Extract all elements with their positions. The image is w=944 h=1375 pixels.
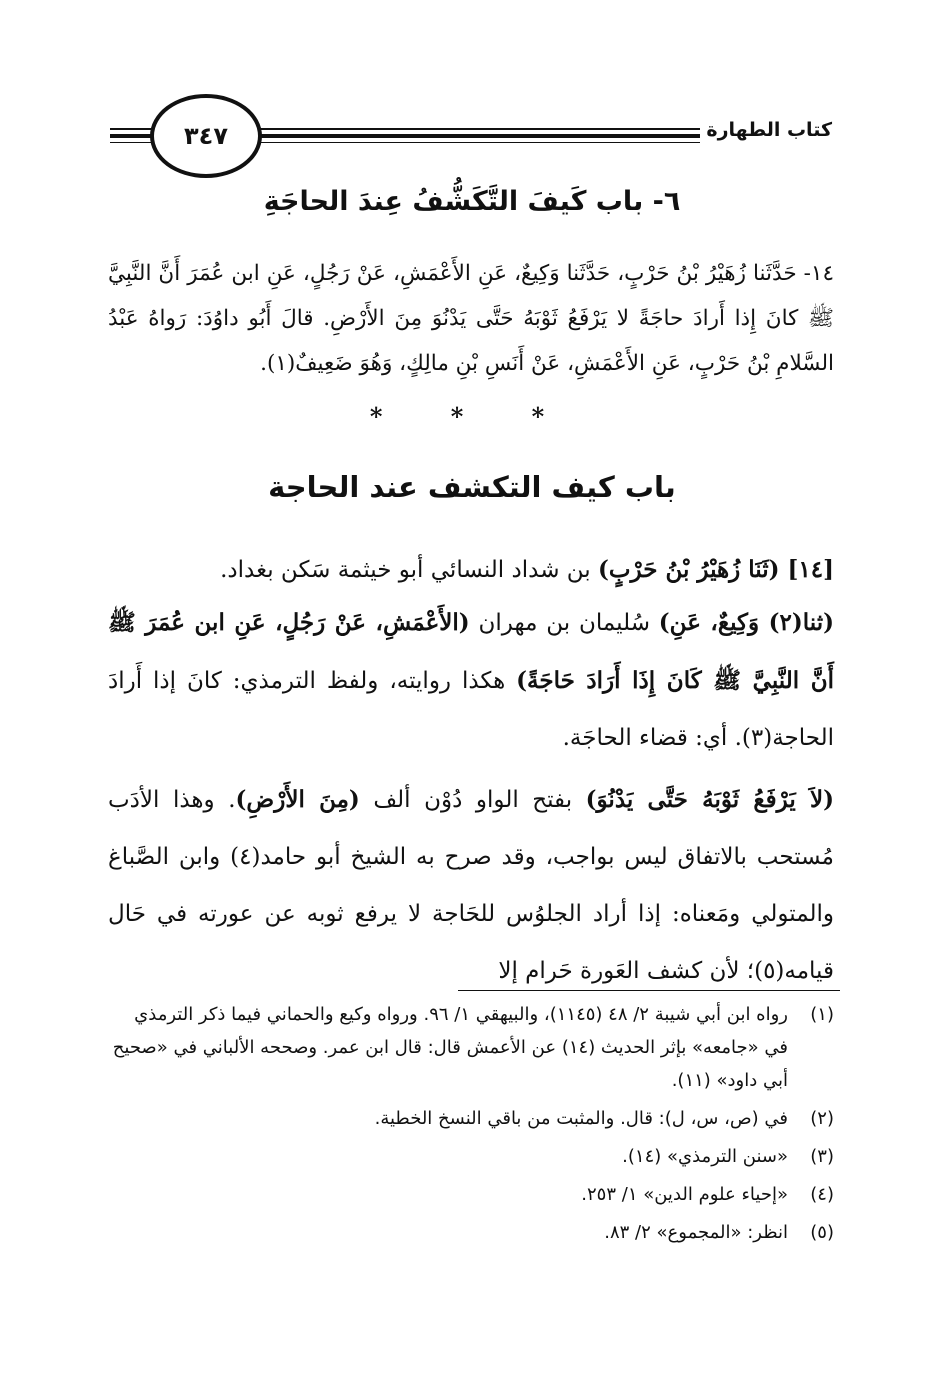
commentary-text: سُليمان بن مهران xyxy=(469,610,659,636)
page-number: ٣٤٧ xyxy=(150,94,262,178)
footnote-rule xyxy=(458,990,840,991)
footnote-number: (٤) xyxy=(810,1184,834,1205)
footnote xyxy=(108,1178,834,1211)
footnote-text: رواه ابن أبي شيبة ٢/ ٤٨ (١١٤٥)، والبيهقي ١/ ٩٦. ورواه وكيع والحماني فيما ذكر الترمذي في «جامعه» بإثر الحديث (١٤) عن الأعمش قال: قال ابن عمر. وصححه الألباني في «صحيح أبي داود» (١١). xyxy=(112,1004,788,1091)
footnote-text: في (ص، س، ل): قال. والمثبت من باقي النسخ الخطية. xyxy=(374,1108,788,1129)
footnote-text: «سنن الترمذي» (١٤). xyxy=(622,1146,788,1167)
running-head: كتاب الطهارة xyxy=(700,110,840,150)
footnote xyxy=(108,1216,834,1249)
footnote xyxy=(108,998,834,1097)
quoted-text: (مِنَ الأَرْضِ) xyxy=(235,786,360,813)
footnotes xyxy=(108,998,834,1254)
quoted-text: (ثنا(٢) وَكِيعٌ، عَنِ) xyxy=(658,609,834,636)
footnote-number: (٥) xyxy=(810,1222,834,1243)
commentary-paragraph-2 xyxy=(108,594,834,767)
footnote-text: انظر: «المجموع» ٢/ ٨٣. xyxy=(604,1222,788,1243)
commentary-text: هكذا روايته، ولفظ الترمذي: كانَ إذا أَرادَ الحاجة(٣). أي: قضاء الحاجَة. xyxy=(108,668,834,751)
footnote xyxy=(108,1102,834,1135)
commentary-title: باب كيف التكشف عند الحاجة xyxy=(268,470,676,504)
section-title: ٦- باب كَيفَ التَّكَشُّفُ عِندَ الحاجَةِ xyxy=(263,186,681,217)
quoted-text: (الأَعْمَشِ، عَنْ رَجُلٍ، عَنِ ابن عُمَرَ ﷺ أَنَّ النَّبِيَّ ﷺ كَانَ إِذَا أَرَادَ حَاجَةً) xyxy=(108,609,834,694)
page-header xyxy=(110,92,840,172)
commentary-text: بفتح الواو دُوْن ألف xyxy=(359,787,586,813)
commentary-paragraph-3 xyxy=(108,771,834,1000)
separator: * * * xyxy=(369,402,575,431)
hadith-text: ١٤- حَدَّثَنا زُهَيْرُ بْنُ حَرْبٍ، حَدَّثَنا وَكِيعٌ، عَنِ الأَعْمَشِ، عَنْ رَجُلٍ، عَنِ ابن عُمَرَ أَنَّ النَّبِيَّ ﷺ كانَ إِذا أَرادَ حاجَةً لا يَرْفَعُ ثَوْبَهُ حَتَّى يَدْنُوَ مِنَ الأَرْضِ. قالَ أَبُو داوُدَ: رَواهُ عَبْدُ السَّلامِ بْنُ حَرْبٍ، عَنِ الأَعْمَشِ، عَنْ أَنَسِ بْنِ مالِكٍ، وَهُوَ ضَعِيفٌ(١). xyxy=(108,261,834,376)
commentary-text: . وهذا الأدَب مُستحب بالاتفاق ليس بواجب، وقد صرح به الشيخ أبو حامد(٤) وابن الصَّباغ والمتولي ومَعناه: إذا أراد الجلوُس للحَاجة لا يرفع ثوبه عن عورته في حَال قيامه(٥)؛ لأن كشف العَورة حَرام إلا xyxy=(108,787,834,984)
footnote-number: (١) xyxy=(810,1004,834,1025)
quoted-text: (لاَ يَرْفَعُ ثَوْبَهُ حَتَّى يَدْنُوَ) xyxy=(585,786,834,813)
commentary-paragraph-1 xyxy=(108,540,834,600)
footnote-number: (٢) xyxy=(810,1108,834,1129)
quoted-text: [١٤] (ثَنَا زُهَيْرُ بْنُ حَرْبٍ) xyxy=(598,556,834,583)
footnote-number: (٣) xyxy=(810,1146,834,1167)
footnote-text: «إحياء علوم الدين» ١/ ٢٥٣. xyxy=(581,1184,788,1205)
commentary-text: بن شداد النسائي أبو خيثمة سَكن بغداد. xyxy=(220,557,599,583)
footnote xyxy=(108,1140,834,1173)
